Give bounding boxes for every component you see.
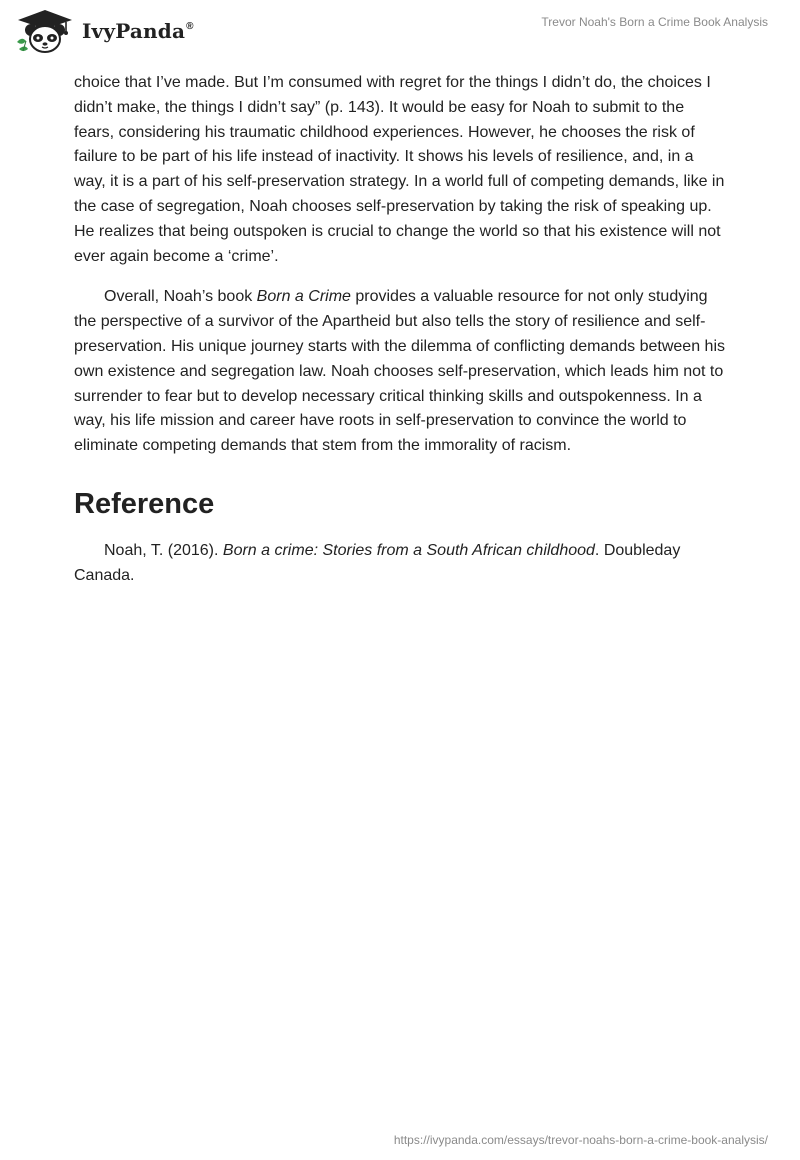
reference-heading: Reference [74, 487, 215, 520]
body-paragraph-1: choice that I’ve made. But I’m consumed with regret for the things I didn’t do, the choices I didn’t make, the things I didn’t say” (p. 143). It would be easy for Noah to submit to the fears, considering his traumatic childhood experiences. However, he chooses the risk of failure to be part of his life instead of inactivity. It shows his levels of resilience, and, in a way, it is a part of his self-preservation strategy. In a world full of competing demands, like in the case of segregation, Noah chooses self-preservation by taking the risk of speaking up. He realizes that being outspoken is crucial to change the world so that his existence will not ever again become a ‘crime’. [74, 74, 725, 265]
reference-author: Noah, T. (2016). [104, 541, 223, 559]
essay-content [74, 71, 728, 589]
paragraph-2-rest: provides a valuable resource for not only studying the perspective of a survivor of the Apartheid but also tells the story of resilience and self-preservation. His unique journey starts with the dilemma of conflicting demands between his own existence and segregation law. Noah chooses self-preservation, which leads him not to surrender to fear but to develop necessary critical thinking skills and outspokenness. In a way, his life mission and career have roots in self-preservation to convince the world to eliminate competing demands that stem from the immorality of racism. [74, 288, 725, 455]
panda-graduate-icon [14, 8, 76, 54]
reference-entry [74, 539, 728, 589]
brand-text: IvyPanda [82, 19, 186, 43]
paragraph-2-start: Overall, Noah’s book [104, 288, 257, 306]
page-header [0, 0, 800, 70]
registered-mark: ® [186, 21, 194, 32]
reference-publisher: . Doubleday Canada. [74, 541, 681, 584]
brand-name [82, 19, 194, 43]
source-url[interactable]: https://ivypanda.com/essays/trevor-noahs-born-a-crime-book-analysis/ [393, 1133, 768, 1147]
document-title: Trevor Noah's Born a Crime Book Analysis [541, 15, 768, 29]
reference-title: Born a crime: Stories from a South African childhood [222, 541, 595, 559]
book-title-italic: Born a Crime [256, 288, 351, 306]
ivypanda-logo[interactable] [14, 8, 194, 54]
body-paragraph-2 [74, 285, 728, 459]
